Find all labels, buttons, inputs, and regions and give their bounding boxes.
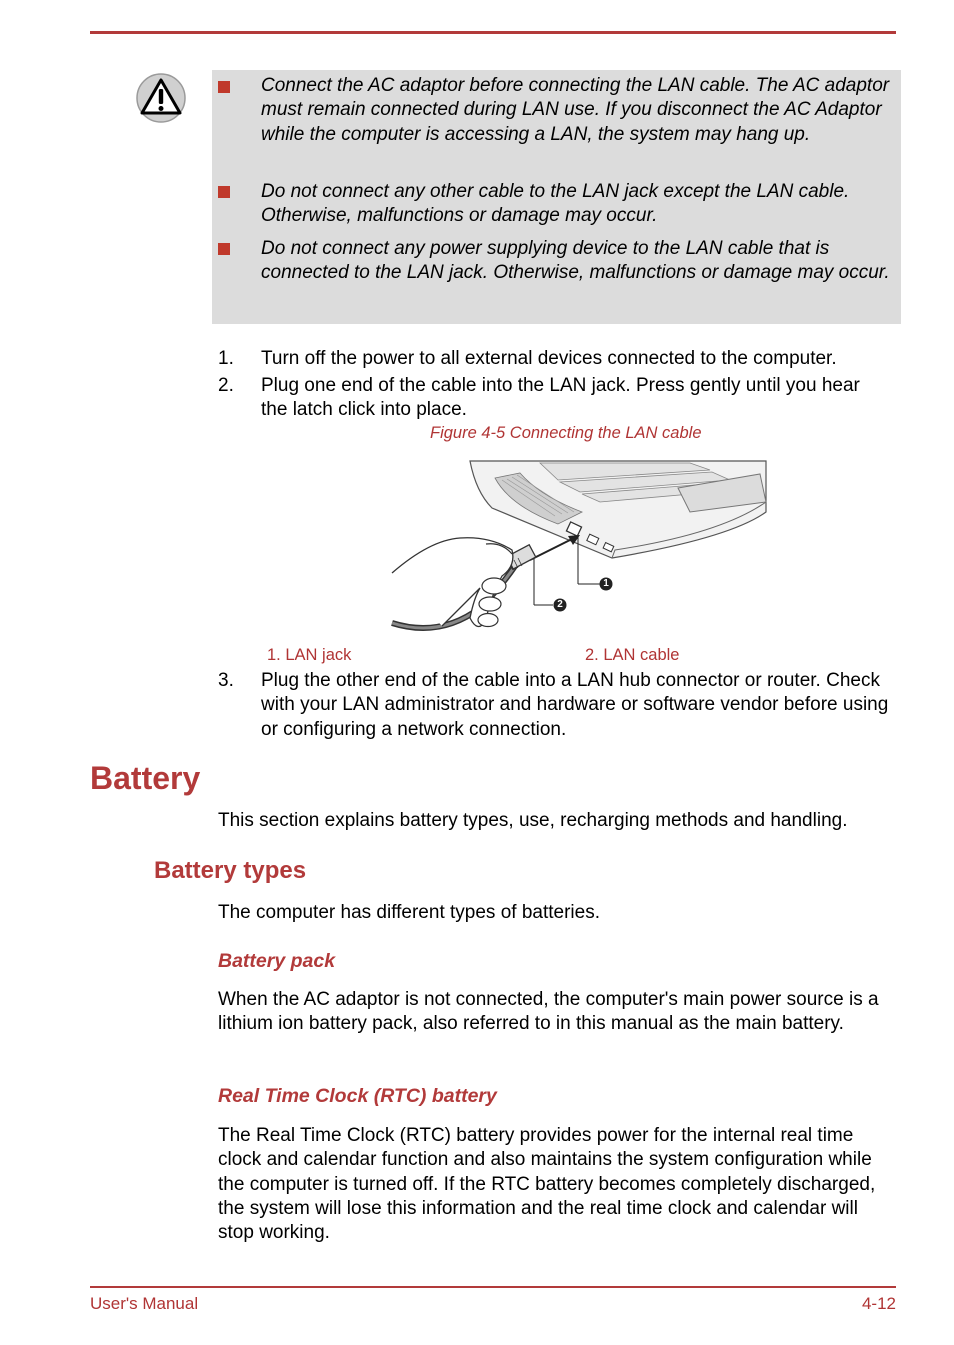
battery-pack-text: When the AC adaptor is not connected, the computer's main power source is a lithium ion battery pack, also referred to in this manual as the main battery. <box>218 989 879 1035</box>
caution-item-1: Connect the AC adaptor before connecting the LAN cable. The AC adaptor must remain connected during LAN use. If you disconnect the AC Adaptor while the computer is accessing a LAN, the system may hang up. <box>261 75 890 145</box>
figure-label-lan-jack: 1. LAN jack <box>267 646 352 664</box>
step-number: 2. <box>218 375 234 396</box>
step-text: Plug one end of the cable into the LAN jack. Press gently until you hear the latch click into place. <box>261 375 860 421</box>
figure-caption: Figure 4-5 Connecting the LAN cable <box>430 424 702 442</box>
step-number: 3. <box>218 670 234 691</box>
rtc-battery-text: The Real Time Clock (RTC) battery provides power for the internal real time clock and calendar function and also maintains the system configuration while the computer is turned off. If the RTC battery becomes completely discharged, the system will lose this information and the real time clock and calendar will stop working. <box>218 1125 876 1244</box>
battery-types-intro: The computer has different types of batteries. <box>218 902 600 923</box>
warning-triangle-icon <box>135 72 187 124</box>
caution-item-3: Do not connect any power supplying device to the LAN cable that is connected to the LAN jack. Otherwise, malfunctions or damage may occur. <box>261 238 890 284</box>
lan-cable-illustration <box>390 458 770 638</box>
footer-page-number: 4-12 <box>861 1294 896 1313</box>
footer-rule <box>90 1286 896 1288</box>
callout-2: 2 <box>557 599 563 610</box>
callout-1: 1 <box>603 578 609 589</box>
subsubheading-rtc-battery: Real Time Clock (RTC) battery <box>218 1085 497 1107</box>
battery-intro: This section explains battery types, use, recharging methods and handling. <box>218 810 848 831</box>
caution-bullet <box>218 81 230 93</box>
step-number: 1. <box>218 348 234 369</box>
caution-item-2: Do not connect any other cable to the LAN jack except the LAN cable. Otherwise, malfunctions or damage may occur. <box>261 181 850 227</box>
section-heading-battery: Battery <box>90 760 201 796</box>
subheading-battery-types: Battery types <box>154 857 307 884</box>
caution-bullet <box>218 186 230 198</box>
caution-bullet <box>218 243 230 255</box>
subsubheading-battery-pack: Battery pack <box>218 950 336 972</box>
figure-label-lan-cable: 2. LAN cable <box>585 646 680 664</box>
step-text: Plug the other end of the cable into a LAN hub connector or router. Check with your LAN administrator and hardware or software vendor before using or configuring a network connection. <box>261 670 889 740</box>
footer-manual-title: User's Manual <box>90 1294 199 1313</box>
step-text: Turn off the power to all external devices connected to the computer. <box>261 348 837 369</box>
header-rule <box>90 31 896 34</box>
